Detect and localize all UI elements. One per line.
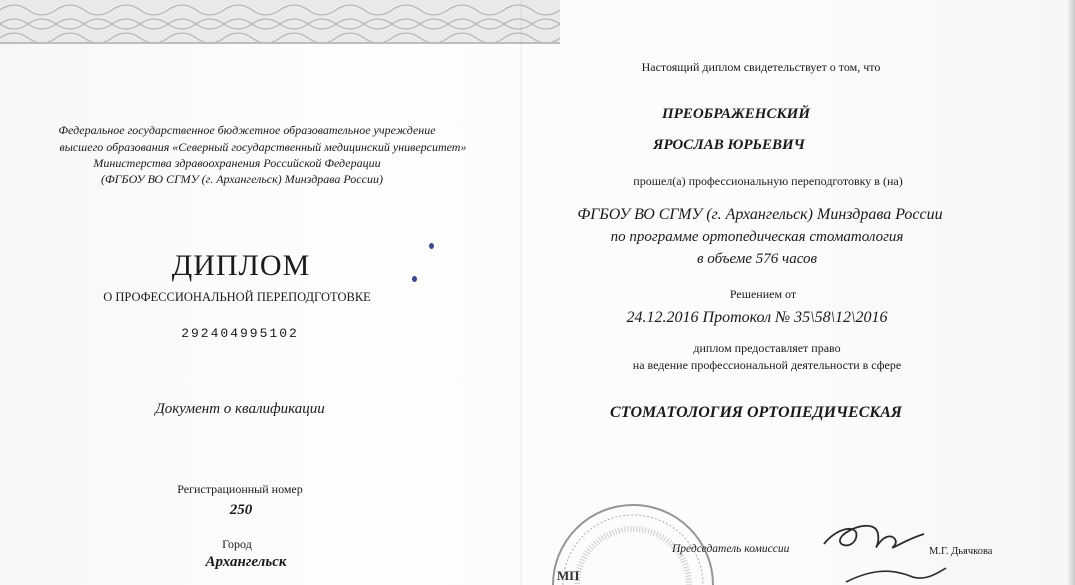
training-volume: в объеме 576 часов — [697, 251, 817, 267]
certificate-intro: Настоящий диплом свидетельствует о том, что — [641, 60, 881, 74]
institution-line-1: Федеральное государственное бюджетное образовательное учреждение — [58, 123, 436, 137]
page-fold — [520, 0, 522, 585]
institution-line-4: (ФГБОУ ВО СГМУ (г. Архангельск) Минздрава России) — [101, 172, 383, 186]
commission-chair-label: Председатель комиссии — [672, 543, 790, 555]
decision-protocol: 24.12.2016 Протокол № 35\58\12\2016 — [626, 309, 888, 326]
diploma-subtitle: О ПРОФЕССИОНАЛЬНОЙ ПЕРЕПОДГОТОВКЕ — [103, 290, 371, 304]
scan-edge — [1067, 0, 1075, 585]
decision-label: Решением от — [729, 287, 797, 301]
ink-dot — [412, 276, 417, 282]
guilloche-border — [0, 0, 560, 44]
diploma-number: 292404995102 — [181, 326, 299, 341]
training-program: по программе ортопедическая стоматология — [610, 229, 904, 245]
city-label: Город — [222, 537, 252, 551]
institution-line-2: высшего образования «Северный государственный медицинский университет» — [59, 140, 467, 154]
rights-line-2: на ведение профессиональной деятельности в сфере — [632, 358, 902, 372]
diploma-title: ДИПЛОМ — [171, 249, 311, 282]
qualification-document-label: Документ о квалификации — [155, 401, 325, 417]
training-organization: ФГБОУ ВО СГМУ (г. Архангельск) Минздрава России — [577, 206, 943, 223]
specialty: СТОМАТОЛОГИЯ ОРТОПЕДИЧЕСКАЯ — [610, 404, 902, 421]
institution-line-3: Министерства здравоохранения Российской Федерации — [93, 156, 381, 170]
secretary-signature — [840, 562, 950, 585]
certificate-passed: прошел(а) профессиональную переподготовку в (на) — [633, 174, 903, 188]
commission-chair-name: М.Г. Дьячкова — [929, 546, 993, 557]
ink-dot — [429, 243, 434, 249]
registration-number: 250 — [229, 502, 253, 518]
city-value: Архангельск — [205, 554, 287, 570]
rights-line-1: диплом предоставляет право — [693, 341, 841, 355]
stamp-mp: МП — [557, 568, 580, 583]
registration-label: Регистрационный номер — [177, 482, 303, 496]
chair-signature — [820, 512, 930, 558]
holder-surname: ПРЕОБРАЖЕНСКИЙ — [661, 106, 811, 122]
holder-name: ЯРОСЛАВ ЮРЬЕВИЧ — [653, 137, 805, 153]
